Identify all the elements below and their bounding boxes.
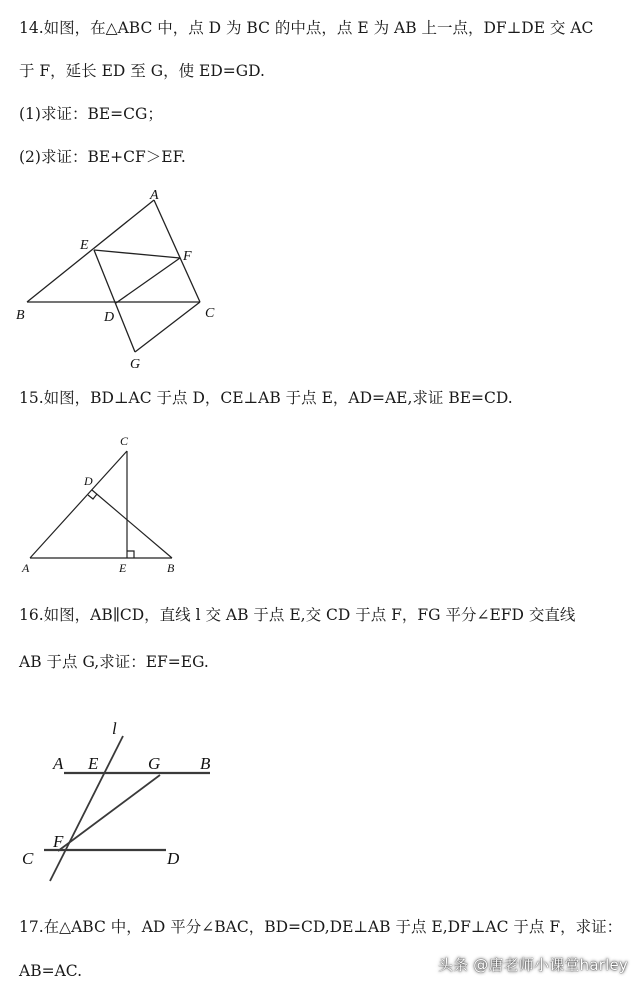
problem-17-line-2: AB=AC. [19, 962, 82, 980]
figure-15-label-c: C [120, 434, 129, 448]
figure-16-label-f: F [53, 832, 64, 851]
figure-14 [0, 185, 240, 375]
figure-14-label-e: E [80, 238, 89, 253]
figure-14-label-d: D [104, 310, 115, 325]
figure-16-label-g: G [148, 754, 161, 773]
figure-15-label-a: A [22, 561, 30, 575]
problem-14-part-1: (1)求证：BE=CG； [19, 105, 163, 123]
watermark: 头条 @唐老师小课堂harley [437, 956, 628, 974]
problem-14-line-1: 14.如图，在△ABC 中，点 D 为 BC 的中点，点 E 为 AB 上一点，DF⊥DE 交 AC [19, 19, 594, 37]
figure-15-label-e: E [119, 561, 127, 575]
figure-16-label-e: E [88, 754, 99, 773]
figure-16-label-d: D [167, 849, 180, 868]
problem-15-line-1: 15.如图，BD⊥AC 于点 D，CE⊥AB 于点 E，AD=AE,求证 BE=CD. [19, 389, 513, 407]
figure-16-label-c: C [22, 849, 34, 868]
problem-14-part-2: (2)求证：BE+CF＞EF. [19, 148, 186, 166]
problem-17-line-1: 17.在△ABC 中，AD 平分∠BAC，BD=CD,DE⊥AB 于点 E,DF⊥AC 于点 F，求证： [19, 918, 623, 936]
figure-15-label-b: B [167, 561, 175, 575]
figure-14-label-g: G [130, 357, 141, 372]
problem-14-line-2: 于 F，延长 ED 至 G，使 ED=GD. [19, 62, 265, 80]
figure-15-label-d: D [84, 474, 93, 488]
problem-16-line-2: AB 于点 G,求证：EF=EG. [19, 653, 209, 671]
figure-14-label-f: F [183, 249, 192, 264]
figure-16 [0, 708, 240, 898]
figure-14-label-c: C [205, 306, 215, 321]
figure-14-label-a: A [150, 188, 159, 203]
figure-15 [0, 428, 200, 578]
figure-16-label-l: l [112, 719, 117, 738]
figure-14-label-b: B [16, 308, 25, 323]
figure-16-label-a: A [53, 754, 64, 773]
problem-16-line-1: 16.如图，AB∥CD，直线 l 交 AB 于点 E,交 CD 于点 F，FG 平分∠EFD 交直线 [19, 606, 576, 624]
figure-16-label-b: B [200, 754, 211, 773]
